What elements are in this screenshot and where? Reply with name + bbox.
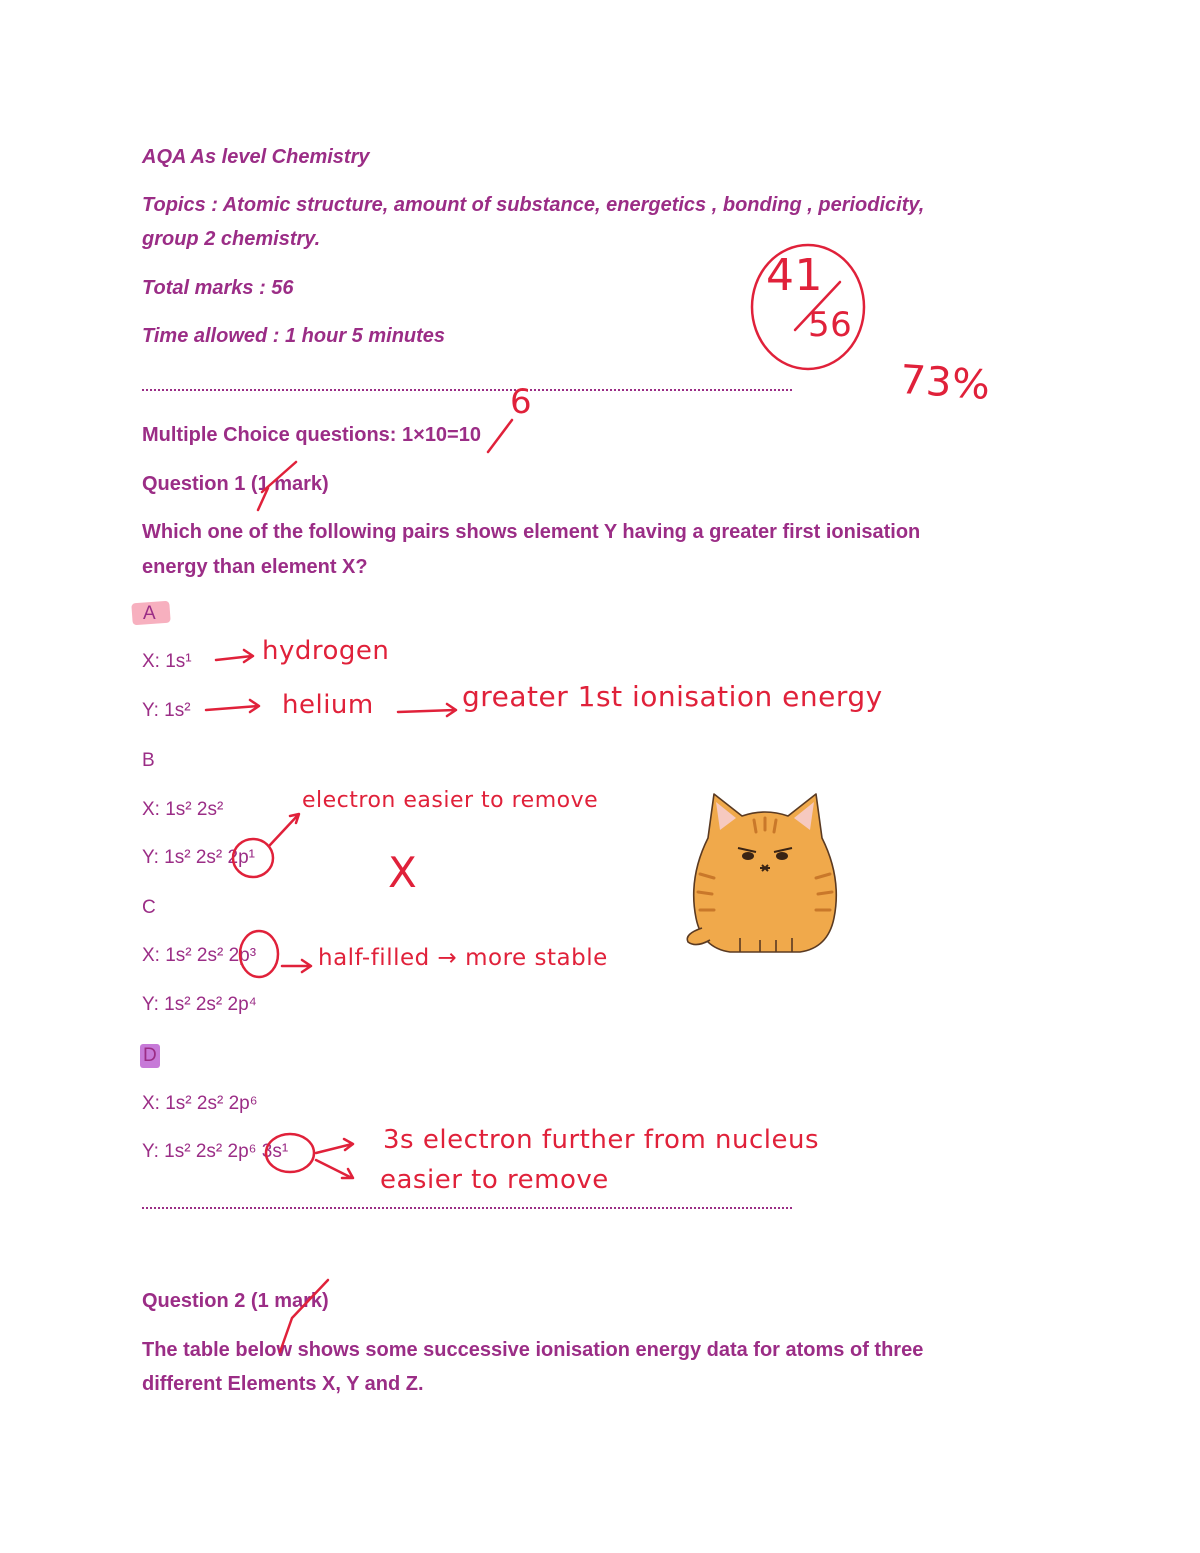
mc-correction: 6: [510, 382, 533, 422]
note-d-easier: easier to remove: [380, 1165, 609, 1195]
total-marks: Total marks : 56: [142, 277, 294, 299]
note-c-half-filled: half-filled → more stable: [318, 945, 608, 971]
percent-score: 73%: [898, 356, 992, 410]
option-c-x: X: 1s² 2s² 2p³: [142, 945, 257, 966]
q1-text-line-2: energy than element X?: [142, 556, 368, 578]
note-hydrogen: hydrogen: [262, 636, 390, 666]
arrow-helium: [398, 704, 456, 716]
mc-heading: Multiple Choice questions: 1×10=10: [142, 424, 481, 446]
q2-tick: [280, 1280, 328, 1352]
topics-line-1: Topics : Atomic structure, amount of substance, energetics , bonding , periodicity,: [142, 194, 925, 216]
option-c-label: C: [142, 897, 156, 918]
score-slash: [795, 282, 840, 330]
arrow-b: [270, 814, 299, 845]
q1-text-line-1: Which one of the following pairs shows element Y having a greater first ionisation: [142, 521, 921, 543]
option-a-label: A: [143, 603, 156, 624]
arrow-d-up: [316, 1139, 353, 1153]
q2-text-line-1: The table below shows some successive ionisation energy data for atoms of three: [142, 1339, 924, 1361]
score-denominator: 56: [808, 305, 853, 345]
option-b-x: X: 1s² 2s²: [142, 799, 224, 820]
option-a-y: Y: 1s²: [142, 700, 191, 721]
note-greater-ie: greater 1st ionisation energy: [462, 680, 883, 713]
option-b-y: Y: 1s² 2s² 2p¹: [142, 847, 255, 868]
note-d-further: 3s electron further from nucleus: [383, 1125, 820, 1155]
q2-heading: Question 2 (1 mark): [142, 1290, 329, 1312]
grumpy-cat-sticker-icon: [680, 788, 850, 960]
arrow-c: [282, 960, 311, 972]
circle-c-2p3: [240, 931, 278, 977]
score-numerator: 41: [766, 250, 823, 301]
circle-d-3s1: [266, 1134, 314, 1172]
note-b-easier: electron easier to remove: [302, 788, 599, 813]
option-d-y: Y: 1s² 2s² 2p⁶ 3s¹: [142, 1141, 289, 1162]
q2-text-line-2: different Elements X, Y and Z.: [142, 1373, 424, 1395]
option-b-label: B: [142, 750, 155, 771]
mc-strike: [488, 420, 512, 452]
time-allowed: Time allowed : 1 hour 5 minutes: [142, 325, 446, 347]
arrow-a-y: [206, 700, 259, 712]
cross-b: X: [388, 848, 418, 897]
q1-tick: [258, 462, 296, 510]
topics-line-2: group 2 chemistry.: [142, 228, 321, 250]
note-helium: helium: [282, 690, 374, 720]
option-c-y: Y: 1s² 2s² 2p⁴: [142, 994, 257, 1015]
doc-title: AQA As level Chemistry: [142, 146, 370, 168]
option-d-x: X: 1s² 2s² 2p⁶: [142, 1093, 258, 1114]
score-circle: [752, 245, 864, 369]
q1-heading: Question 1 (1 mark): [142, 473, 329, 495]
arrow-d-down: [316, 1160, 353, 1178]
arrow-a-x: [216, 650, 253, 662]
circle-b-2p1: [233, 839, 273, 877]
option-d-label: D: [143, 1045, 157, 1066]
option-a-x: X: 1s¹: [142, 651, 192, 672]
